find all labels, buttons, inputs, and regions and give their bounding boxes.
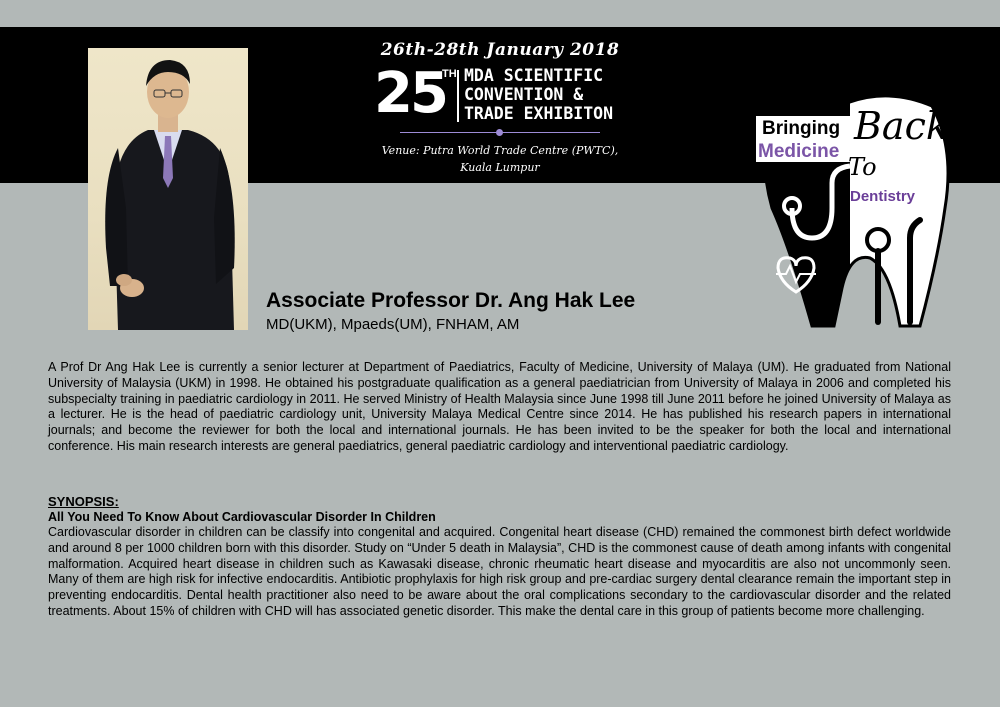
event-title-line-3: TRADE EXHIBITON [464, 104, 614, 123]
event-edition-number: 25 [374, 61, 446, 126]
speaker-bio: A Prof Dr Ang Hak Lee is currently a senior lecturer at Department of Paediatrics, Faculty of Medicine, University of Malaya (UM). He graduated from National University of Malaysia (UKM) in 1998. He obtained his postgraduate qualification as a general paediatrician from University of Malaya in 2006 and completed his subspecialty training in paediatric cardiology in 2011. He served Ministry of Health Malaysia since June 1998 till June 2011 before he joined University of Malaya as a lecturer. He is the head of paediatric cardiology unit, University Malaya Medical Centre since 2014. He has published his research papers in international journals; and become the reviewer for both the local and international journals. He has been invited to be the speaker for both the local and international conference. His main research interests are general paediatrics, general paediatric cardiology and interventional paediatric cardiology. [48, 360, 951, 453]
ornament-divider [400, 128, 600, 138]
venue-line-2: Kuala Lumpur [460, 161, 540, 174]
speaker-credentials: MD(UKM), Mpaeds(UM), FNHAM, AM [266, 316, 520, 333]
event-venue [360, 142, 640, 176]
logo-word-dentistry: Dentistry [850, 188, 916, 205]
logo-word-to: To [848, 153, 877, 181]
speaker-name: Associate Professor Dr. Ang Hak Lee [266, 289, 636, 312]
title-separator [457, 70, 459, 122]
synopsis-title: All You Need To Know About Cardiovascular Disorder In Children [48, 510, 436, 524]
synopsis-label: SYNOPSIS: [48, 494, 119, 509]
event-title-line-2: CONVENTION & [464, 85, 584, 104]
venue-line-1: Venue: Putra World Trade Centre (PWTC), [381, 144, 619, 157]
logo-word-medicine: Medicine [758, 141, 840, 162]
event-title-line-1: MDA SCIENTIFIC [464, 66, 604, 85]
event-edition-suffix: TH [442, 68, 457, 80]
speaker-photo [88, 48, 248, 330]
event-title [464, 66, 613, 123]
synopsis-body: Cardiovascular disorder in children can be classify into congenital and acquired. Congenital heart disease (CHD) remained the commonest birth defect worldwide and around 8 per 1000 children born with this disorder. Study on “Under 5 death in Malaysia”, CHD is the commonest cause of death among infants with congenital malformation. Acquired heart disease in children such as Kawasaki disease, chronic rheumatic heart disease and myocarditis are also not uncommonly seen. Many of them are high risk for infective endocarditis. Antibiotic prophylaxis for high risk group and pre-cardiac surgery dental clearance remain the important step in preventing endocarditis. Dental health practitioner also need to be aware about the oral complications secondary to the cardiovascular disorder and the related treatments. About 15% of children with CHD will has associated genetic disorder. This make the dental care in this group of patients become more challenging. [48, 525, 951, 618]
logo-word-back: Back [854, 104, 949, 148]
event-banner [360, 36, 640, 186]
tooth-logo [750, 88, 955, 333]
logo-word-bringing: Bringing [762, 118, 841, 139]
event-dates: 26th-28th January 2018 [380, 40, 620, 60]
event-title-block [360, 62, 640, 126]
